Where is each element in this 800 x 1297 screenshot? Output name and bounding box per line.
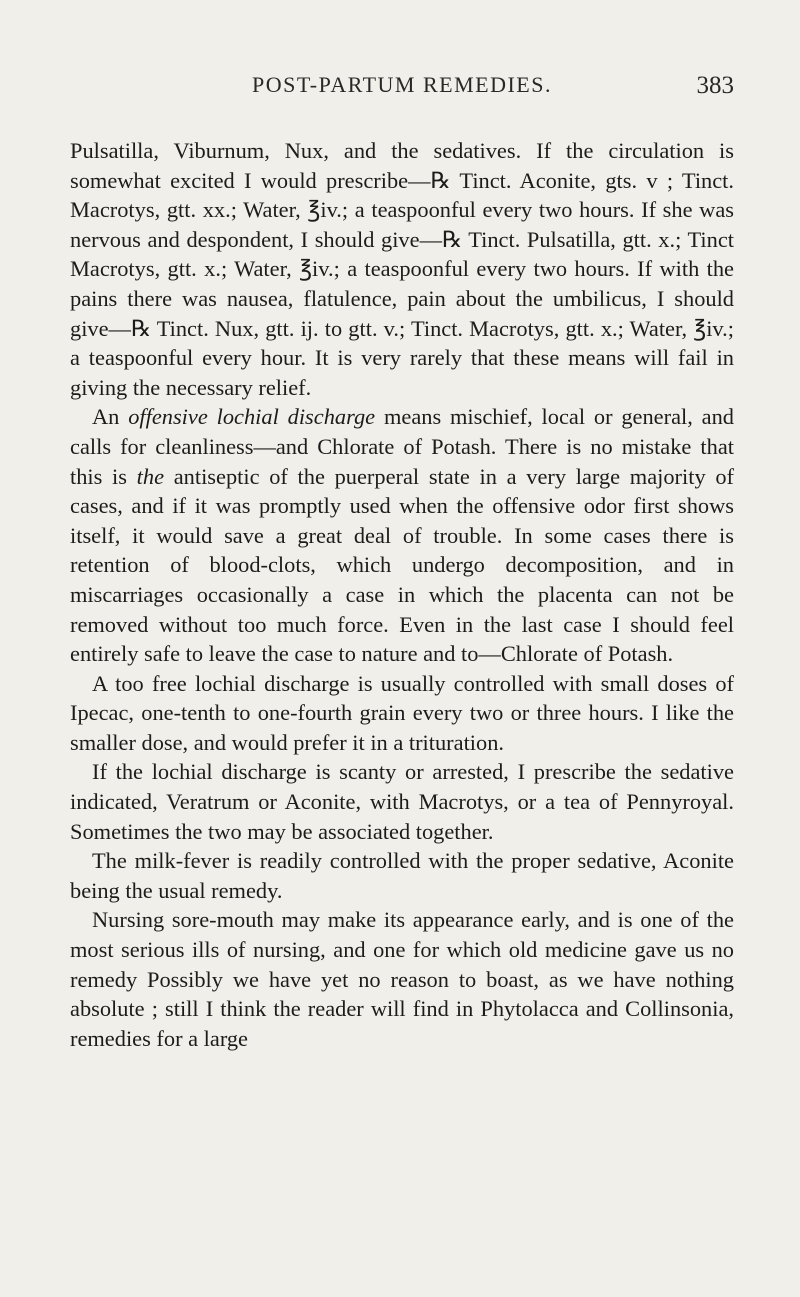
paragraph-2-before: An: [92, 404, 129, 430]
paragraph-6: Nursing sore-mouth may make its appearance early, and is one of the most serious ills of nursing, and one for which old medicine gave us no remedy Possibly we have yet no reason to boast, as we have nothing absolute ; still I think the reader will find in Phytolacca and Collinsonia, remedies for a large: [70, 907, 734, 1051]
paragraph-5: The milk-fever is readily controlled with the proper sedative, Aconite being the usual remedy.: [70, 848, 734, 903]
paragraph-2: [70, 402, 734, 668]
paragraph-3: A too free lochial discharge is usually controlled with small doses of Ipecac, one-tenth to one-fourth grain every two or three hours. I like the smaller dose, and would prefer it in a trituration.: [70, 670, 734, 755]
paragraph-2-emphasis: offensive lochial discharge: [128, 404, 376, 430]
paragraph-2-mid: means mischief, local or general, and calls for cleanliness—and Chlorate of Potash. There is no mistake that this is: [70, 404, 734, 489]
paragraph-4: If the lochial discharge is scanty or arrested, I prescribe the sedative indicated, Veratrum or Aconite, with Macrotys, or a tea of Pennyroyal. Sometimes the two may be associated together.: [70, 759, 734, 844]
running-head: POST-PARTUM REMEDIES.: [252, 72, 552, 97]
body-text: [70, 136, 734, 1053]
page-number: 383: [696, 72, 734, 99]
paragraph-2-after: antiseptic of the puerperal state in a very large majority of cases, and if it was promptly used when the offensive odor first shows itself, it would save a great deal of trouble. In some cases there is retention of blood-clots, which undergo decomposition, and in miscarriages occasionally a case in which the placenta can not be removed without too much force. Even in the last case I should feel entirely safe to leave the case to nature and to—Chlorate of Potash.: [70, 463, 734, 667]
paragraph-1: Pulsatilla, Viburnum, Nux, and the sedatives. If the circulation is somewhat excited I would prescribe—℞ Tinct. Aconite, gts. v ; Tinct. Macrotys, gtt. xx.; Water, ℥iv.; a teaspoonful every two hours. If she was nervous and despondent, I should give—℞ Tinct. Pulsatilla, gtt. x.; Tinct Macrotys, gtt. x.; Water, ℥iv.; a teaspoonful every two hours. If with the pains there was nausea, flatulence, pain about the umbilicus, I should give—℞ Tinct. Nux, gtt. ij. to gtt. v.; Tinct. Macrotys, gtt. x.; Water, ℥iv.; a teaspoonful every hour. It is very rarely that these means will fail in giving the necessary relief.: [70, 138, 734, 400]
paragraph-2-emphasis-2: the: [136, 463, 165, 489]
page-header: [70, 72, 734, 112]
